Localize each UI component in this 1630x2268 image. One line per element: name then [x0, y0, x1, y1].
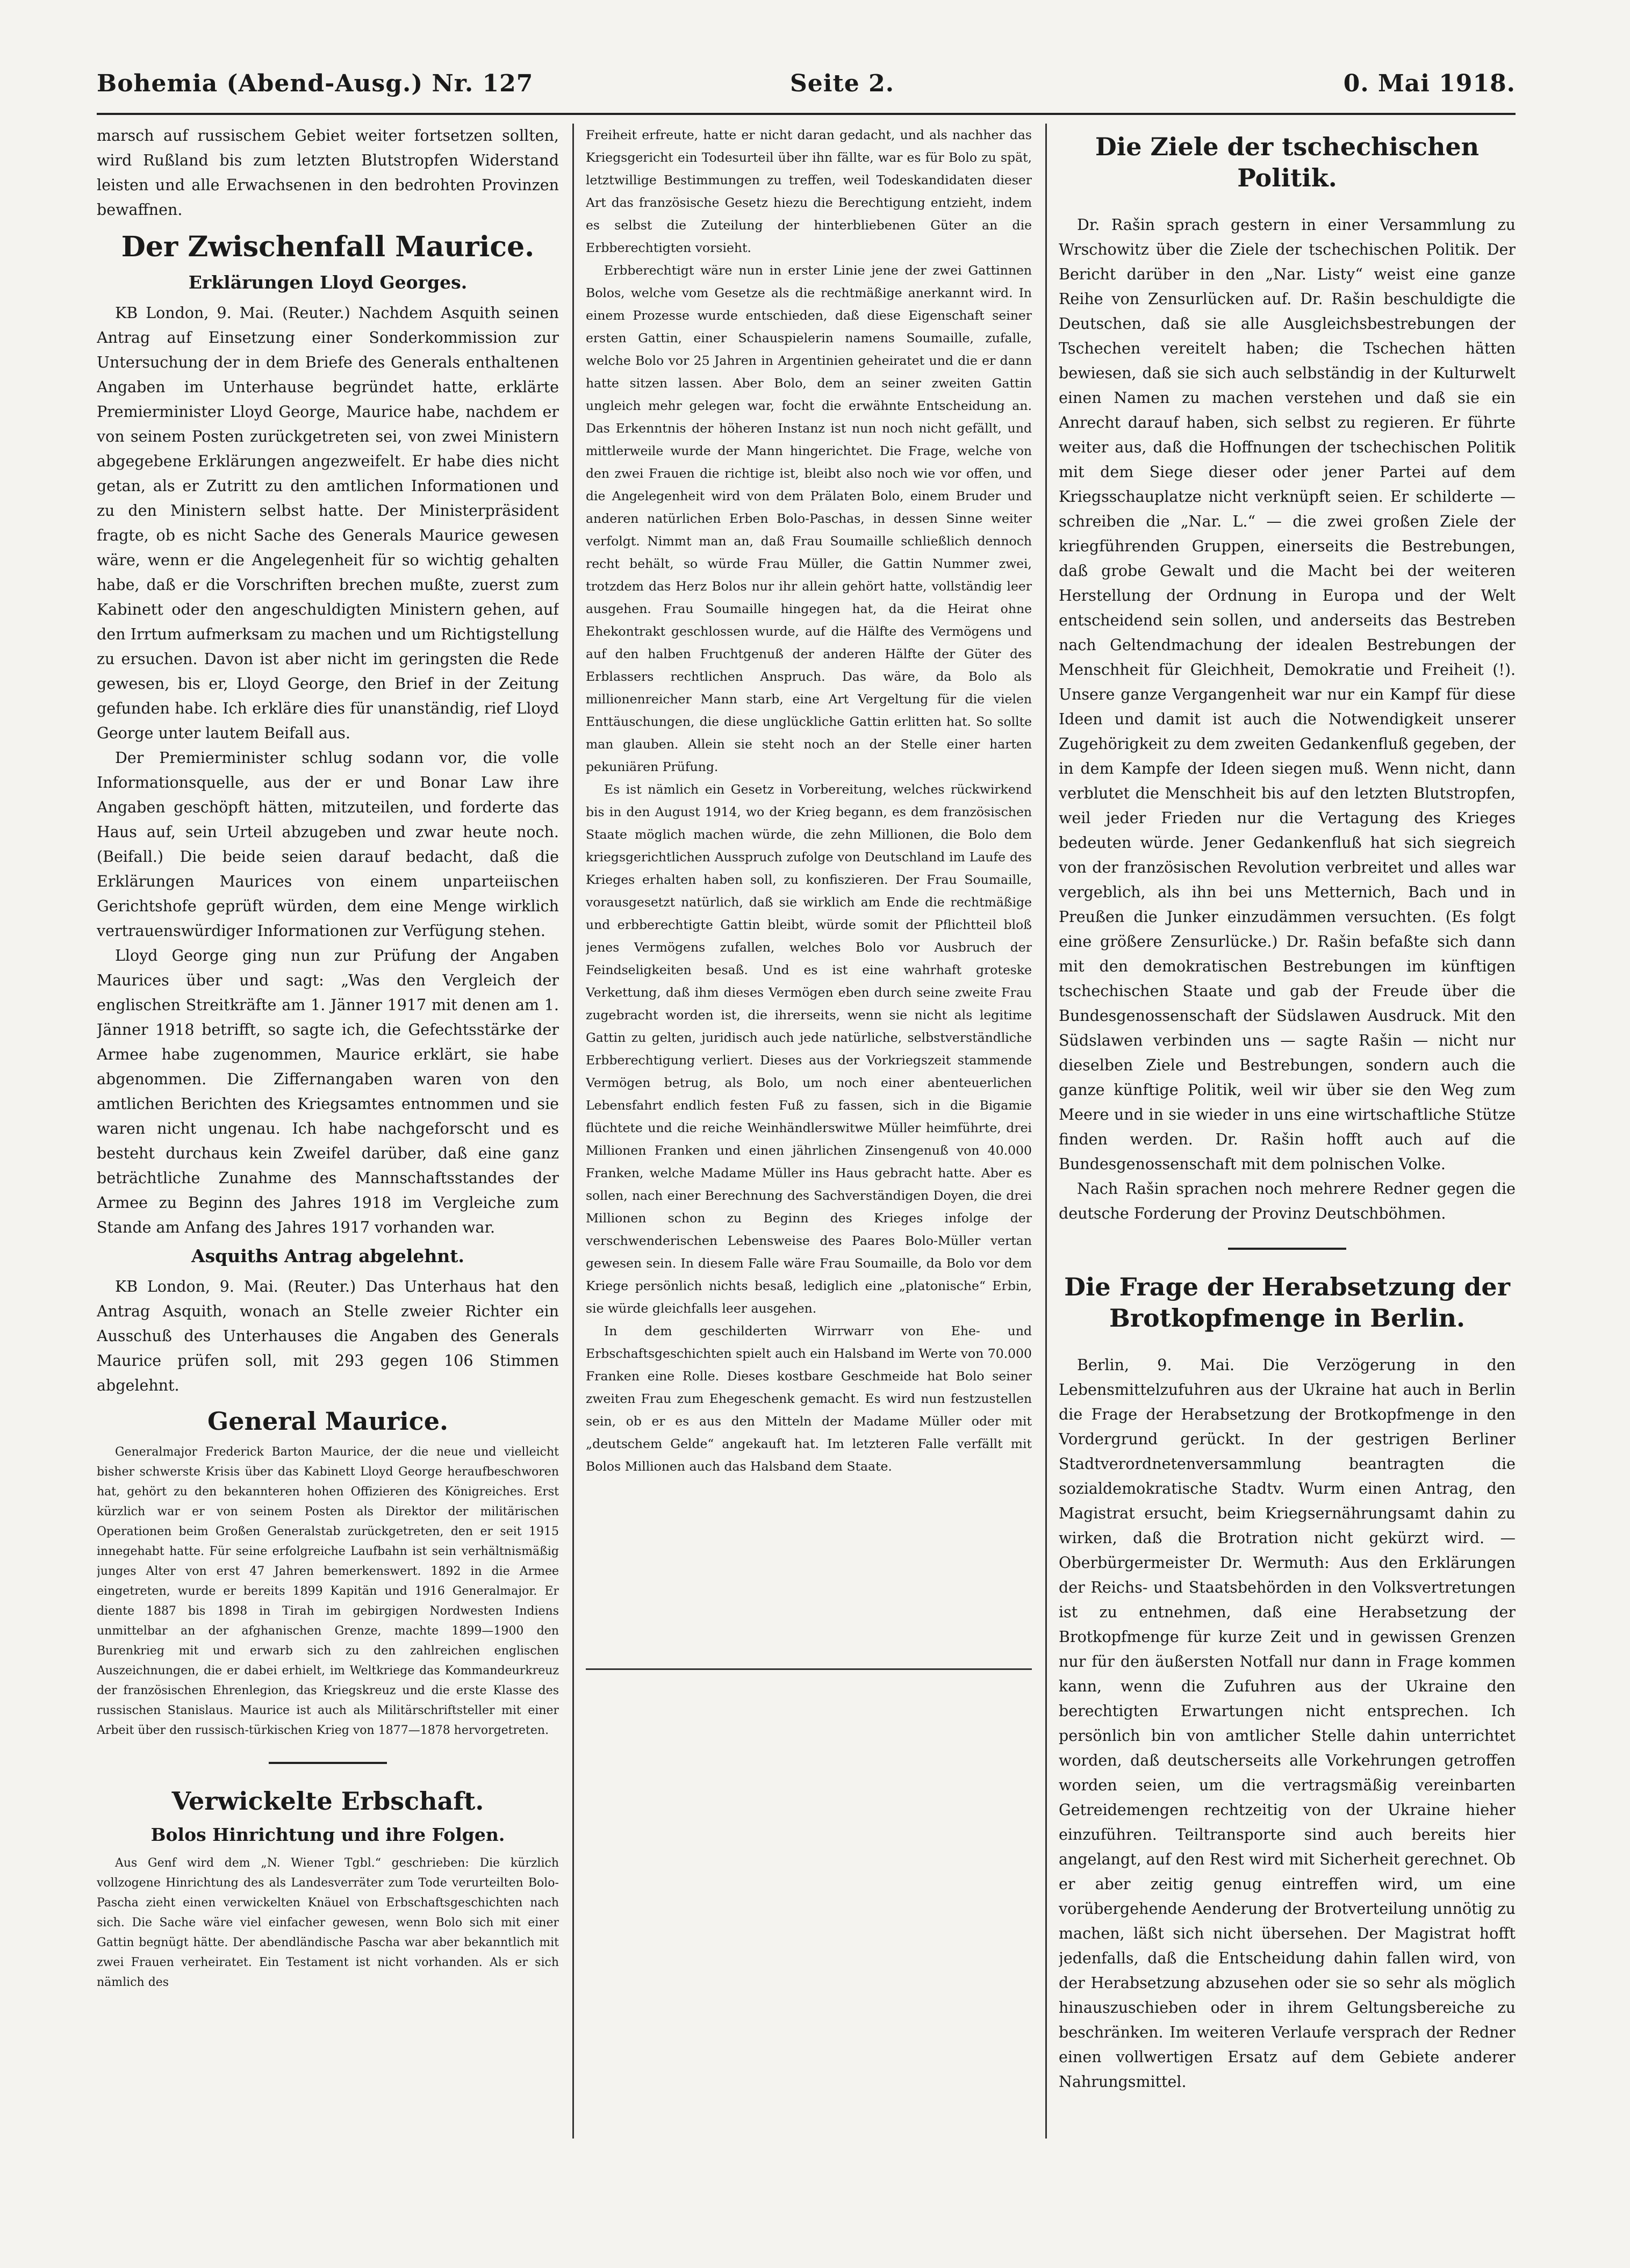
page-number: Seite 2. [790, 70, 895, 97]
column-divider [1045, 124, 1047, 2139]
continued-text: marsch auf russischem Gebiet weiter fortsetzen sollten, wird Rußland bis zum letzten Blutstropfen Widerstand leisten und alle Erwachsenen in den bedrohten Provinzen bewaffnen. [97, 127, 559, 219]
column-2 [586, 124, 1032, 1655]
article-title-czech-politics: Die Ziele der tschechischen Politik. [1095, 132, 1480, 192]
issue-date: 0. Mai 1918. [1343, 70, 1516, 97]
article-paragraph: Dr. Rašin sprach gestern in einer Versammlung zu Wrschowitz über die Ziele der tschechischen Politik. Der Bericht darüber in den „Nar. Listy“ weist eine ganze Reihe von Zensurlücken auf. Dr. Rašin beschuldigte die Deutschen, daß sie alle Ausgleichsbestrebungen der Tschechen vereitelt haben; die Tschechen hätten bewiesen, daß sie sich auch selbständig in der Kulturwelt einen Namen zu machen verstehen und daß sie ein Anrecht darauf haben, sich selbst zu regieren. Er führte weiter aus, daß die Hoffnungen der tschechischen Politik mit dem Siege dieser oder jener Partei auf dem Kriegsschauplatze nicht verknüpft seien. Er schilderte — schreiben die „Nar. L.“ — die zwei großen Ziele der kriegführenden Gruppen, einerseits die Bestrebungen, daß grobe Gewalt und die Macht bei der weiteren Herstellung der Ordnung in Europa und der Welt entscheidend sein sollen, und anderseits das Bestreben nach Geltendmachung der idealen Bestrebungen der Menschheit für Gleichheit, Demokratie und Freiheit (!). Unsere ganze Vergangenheit war nur ein Kampf für diese Ideen und damit ist auch die Notwendigkeit unserer Zugehörigkeit zu dem zweiten Gedankenfluß gegeben, der in dem Kampfe der Ideen siegen muß. Wenn nicht, dann verblutet die Menschheit bis auf den letzten Blutstropfen, weil jeder Frieden nur die Vertagung des Krieges bedeuten würde. Jener Gedankenfluß hat sich siegreich von der französischen Revolution verbreitet und alles war vergeblich, als ihn bei uns Metternich, Bach und in Preußen die Junker einzudämmen versuchten. (Es folgt eine größere Zensurlücke.) Dr. Rašin befaßte sich dann mit den demokratischen Bestrebungen im künftigen tschechischen Staate und gab der Freude über die Bundesgenossenschaft der Südslawen Ausdruck. Mit den Südslawen verbinden uns — sagte Rašin — nicht nur dieselben Ziele und Bestrebungen, sondern auch die ganze künftige Politik, weil wir über sie den Weg zum Meere und in sie wieder in uns eine wirtschaftliche Stütze finden werden. Dr. Rašin hofft auch auf die Bundesgenossenschaft mit dem polnischen Volke. [1059, 216, 1516, 1173]
article-subtitle: Erklärungen Lloyd Georges. [188, 272, 468, 293]
article-separator [269, 1762, 387, 1764]
article-title-maurice-incident: Der Zwischenfall Maurice. [121, 231, 535, 263]
article-paragraph: Erbberechtigt wäre nun in erster Linie jene der zwei Gattinnen Bolos, welche vom Gesetze als die rechtmäßige anerkannt wird. In einem Prozesse wurde entschieden, daß diese Eigenschaft seiner ersten Gattin, einer Schauspielerin namens Soumaille, zufalle, welche Bolo vor 25 Jahren in Argentinien geheiratet und die er dann hatte sitzen lassen. Aber Bolo, dem an seiner zweiten Gattin ungleich mehr gelegen war, focht die erwähnte Entscheidung an. Das Erkenntnis der höheren Instanz ist nun noch nicht gefällt, und mittlerweile wurde der Mann hingerichtet. Die Frage, welche von den zwei Frauen die richtige ist, bleibt also noch wie vor offen, und die Angelegenheit wird von dem Prälaten Bolo, einem Bruder und anderen natürlichen Erben Bolo-Paschas, in dessen Sinne weiter verfolgt. Nimmt man an, daß Frau Soumaille schließlich dennoch recht behält, so würde Frau Müller, die Gattin Nummer zwei, trotzdem das Herz Bolos nur ihr allein gehört hatte, vollständig leer ausgehen. Frau Soumaille hingegen hat, da die Heirat ohne Ehekontrakt geschlossen wurde, auf die Hälfte des Vermögens und auf den halben Fruchtgenuß der anderen Hälfte der Güter des Erblassers rechtlichen Anspruch. Das wäre, da Bolo als millionenreicher Mann starb, eine Art Vergeltung für die vielen Enttäuschungen, die diese unglückliche Gattin erlitten hat. So sollte man glauben. Allein sie steht noch an der Stelle einer harten pekuniären Prüfung. [586, 263, 1032, 774]
article-paragraph: Generalmajor Frederick Barton Maurice, der die neue und vielleicht bisher schwerste Krisis über das Kabinett Lloyd George heraufbeschworen hat, gehört zu den bekannteren hohen Offizieren des Königreiches. Erst kürzlich war er von seinem Posten als Direktor der militärischen Operationen beim Großen Generalstab zurückgetreten, den er seit 1915 innegehabt hatte. Für seine erfolgreiche Laufbahn ist sein verhältnismäßig junges Alter von erst 47 Jahren bemerkenswert. 1892 in die Armee eingetreten, wurde er bereits 1899 Kapitän und 1916 Generalmajor. Er diente 1887 bis 1898 in Tirah im gebirgigen Nordwesten Indiens unmittelbar an der afghanischen Grenze, machte 1899—1900 den Burenkrieg mit und erwarb sich zu den zahlreichen englischen Auszeichnungen, die er dabei erhielt, im Weltkriege das Kommandeurkreuz der französischen Ehrenlegion, das Kriegskreuz und die erste Klasse des russischen Stanislaus. Maurice ist auch als Militärschriftsteller mit einer Arbeit über den russisch-türkischen Krieg von 1877—1878 hervorgetreten. [97, 1445, 559, 1737]
newspaper-page [97, 59, 1516, 2208]
column-3 [1059, 124, 1516, 2155]
article-paragraph: KB London, 9. Mai. (Reuter.) Das Unterhaus hat den Antrag Asquith, wonach an Stelle zweier Richter ein Ausschuß des Unterhauses die Angaben des Generals Maurice prüfen soll, mit 293 gegen 106 Stimmen abgelehnt. [97, 1278, 559, 1394]
article-title-general-maurice: General Maurice. [207, 1407, 448, 1436]
article-paragraph: KB London, 9. Mai. (Reuter.) Nachdem Asquith seinen Antrag auf Einsetzung einer Sonderkommission zur Untersuchung der in dem Briefe des Generals enthaltenen Angaben im Unterhause begründet hatte, erklärte Premierminister Lloyd George, Maurice habe, nachdem er von seinem Posten zurückgetreten sei, von zwei Ministern abgegebene Erklärungen angezweifelt. Er habe dies nicht getan, als er Zutritt zu den amtlichen Informationen und zu den Ministern selbst hatte. Der Ministerpräsident fragte, ob es nicht Sache des Generals Maurice gewesen wäre, wenn er die Angelegenheit für so wichtig gehalten habe, daß er die Vorschriften brechen mußte, zuerst zum Kabinett oder den angeschuldigten Ministern gehen, auf den Irrtum aufmerksam zu machen und um Richtigstellung zu ersuchen. Davon ist aber nicht im geringsten die Rede gewesen, bis er, Lloyd George, den Brief in der Zeitung gefunden habe. Ich erkläre dies für unanständig, rief Lloyd George unter lautem Beifall aus. [97, 304, 559, 742]
article-separator [1228, 1248, 1346, 1250]
article-title-inheritance: Verwickelte Erbschaft. [171, 1787, 484, 1816]
article-paragraph: Es ist nämlich ein Gesetz in Vorbereitung, welches rückwirkend bis in den August 1914, wo der Krieg begann, es dem französischen Staate möglich machen würde, die zehn Millionen, die Bolo dem kriegsgerichtlichen Ausspruch zufolge von Deutschland im Laufe des Krieges erhalten haben soll, zu konfiszieren. Der Frau Soumaille, vorausgesetzt natürlich, daß sie wirklich am Ende die rechtmäßige und erbberechtigte Gattin bleibt, würde somit der Pflichtteil bloß jenes Vermögens zufallen, welches Bolo vor Ausbruch der Feindseligkeiten besaß. Und es ist eine wahrhaft groteske Verkettung, daß ihm dieses Vermögen eben durch seine zweite Frau zugebracht worden ist, die ihrerseits, wenn sie nicht als legitime Gattin zu gelten, juridisch auch jede natürliche, selbstverständliche Erbberechtigung verliert. Dieses aus der Vorkriegszeit stammende Vermögen betrug, als Bolo, um noch einer abenteuerlichen Lebensfahrt endlich festen Fuß zu fassen, sich in die Bigamie flüchtete und die reiche Weinhändlerswitwe Müller heimführte, drei Millionen Franken und einen jährlichen Zinsengenuß von 40.000 Franken, welche Madame Müller ins Haus gebracht hatte. Aber es sollen, nach einer Berechnung des Sachverständigen Doyen, die drei Millionen schon zu Beginn des Krieges infolge der verschwenderischen Lebensweise des Paares Bolo-Müller vertan gewesen sein. In diesem Falle wäre Frau Soumaille, da Bolo vor dem Kriege persönlich nichts besaß, lediglich eine „platonische“ Erbin, sie würde gleichfalls leer ausgehen. [586, 782, 1032, 1316]
article-paragraph: Berlin, 9. Mai. Die Verzögerung in den Lebensmittelzufuhren aus der Ukraine hat auch in Berlin die Frage der Herabsetzung der Brotkopfmenge in den Vordergrund gerückt. In der gestrigen Berliner Stadtverordnetenversammlung beantragten die sozialdemokratische Stadtv. Wurm einen Antrag, den Magistrat ersucht, beim Kriegsernährungsamt dahin zu wirken, daß die Brotration nicht gekürzt wird. — Oberbürgermeister Dr. Wermuth: Aus den Erklärungen der Reichs- und Staatsbehörden in den Volksvertretungen ist zu entnehmen, daß eine Herabsetzung der Brotkopfmenge für kurze Zeit und in gewissen Grenzen nur für den äußersten Notfall nur dann in Frage kommen kann, wenn die Zufuhren aus der Ukraine den berechtigten Erwartungen nicht entsprechen. Ich persönlich bin von amtlicher Stelle dahin unterrichtet worden, daß deutscherseits alle Vorkehrungen getroffen worden seien, um die vertragsmäßig vereinbarten Getreidemengen rechtzeitig von der Ukraine hieher einzuführen. Teiltransporte sind auch bereits hier angelangt, auf den Rest wird mit Sicherheit gerechnet. Ob er aber zeitig genug eintreffen wird, um eine vorübergehende Aenderung der Brotverteilung unnötig zu machen, läßt sich nicht übersehen. Der Magistrat hofft jedenfalls, daß die Entscheidung dahin fallen wird, von der Herabsetzung abzusehen oder sie so sehr als möglich hinauszuschieben oder in ihrem Geltungsbereiche zu beschränken. Im weiteren Verlaufe versprach der Redner einen vollwertigen Ersatz auf dem Gebiete anderer Nahrungsmittel. [1059, 1356, 1516, 2091]
article-paragraph: In dem geschilderten Wirrwarr von Ehe- und Erbschaftsgeschichten spielt auch ein Halsband im Werte von 70.000 Franken eine Rolle. Dieses kostbare Geschmeide hat Bolo seiner zweiten Frau zum Ehegeschenk gemacht. Es wird nun festzustellen sein, ob er es aus den Mitteln der Madame Müller oder mit „deutschem Gelde“ angekauft hat. Im letzteren Falle verfällt mit Bolos Millionen auch das Halsband dem Staate. [586, 1323, 1032, 1474]
masthead-issue: Bohemia (Abend-Ausg.) Nr. 127 [97, 70, 534, 97]
header-rule [97, 113, 1516, 115]
article-subtitle: Bolos Hinrichtung und ihre Folgen. [150, 1824, 505, 1845]
article-title-bread-ration: Die Frage der Herabsetzung der Brotkopfmenge in Berlin. [1064, 1272, 1510, 1333]
column-end-rule [586, 1668, 1032, 1670]
article-paragraph: Aus Genf wird dem „N. Wiener Tgbl.“ geschrieben: Die kürzlich vollzogene Hinrichtung des als Landesverräter zum Tode verurteilten Bolo-Pascha zieht einen verwickelten Knäuel von Erbschaftsgeschichten nach sich. Die Sache wäre viel einfacher gewesen, wenn Bolo sich mit einer Gattin begnügt hätte. Der abendländische Pascha war aber bekanntlich mit zwei Frauen verheiratet. Ein Testament ist nicht vorhanden. Als er sich nämlich des [97, 1856, 559, 1989]
page-header [97, 59, 1516, 107]
article-paragraph: Lloyd George ging nun zur Prüfung der Angaben Maurices über und sagt: „Was den Vergleich der englischen Streitkräfte am 1. Jänner 1917 mit denen am 1. Jänner 1918 betrifft, so sagte ich, die Gefechtsstärke der Armee habe zugenommen, Maurice erklärt, sie habe abgenommen. Die Ziffernangaben waren von den amtlichen Berichten des Kriegsamtes entnommen und sie waren nicht ungenau. Ich habe nachgeforscht und es besteht durchaus kein Zweifel darüber, daß eine ganz beträchtliche Zunahme des Mannschaftsstandes der Armee zu Beginn des Jahres 1918 im Vergleiche zum Stande am Anfang des Jahres 1917 vorhanden war. [97, 947, 559, 1236]
column-divider [572, 124, 574, 2139]
column-1 [97, 124, 559, 2155]
article-paragraph: Freiheit erfreute, hatte er nicht daran gedacht, und als nachher das Kriegsgericht ein Todesurteil über ihn fällte, war es für Bolo zu spät, letztwillige Bestimmungen zu treffen, weil Todeskandidaten dieser Art das französische Gesetz hiezu die Berechtigung entzieht, indem es selbst die Zuteilung der hinterbliebenen Güter an die Erbberechtigten vorsieht. [586, 127, 1032, 255]
article-paragraph: Nach Rašin sprachen noch mehrere Redner gegen die deutsche Forderung der Provinz Deutschböhmen. [1059, 1180, 1516, 1222]
article-paragraph: Der Premierminister schlug sodann vor, die volle Informationsquelle, aus der er und Bonar Law ihre Angaben geschöpft hätten, mitzuteilen, und forderte das Haus auf, sein Urteil abzugeben und zwar heute noch. (Beifall.) Die beide seien darauf bedacht, daß die Erklärungen Maurices von einem unparteiischen Gerichtshofe geprüft würden, dem eine Menge wirklich vertrauenswürdiger Informationen zur Verfügung stehen. [97, 749, 559, 940]
article-subtitle: Asquiths Antrag abgelehnt. [191, 1245, 465, 1266]
